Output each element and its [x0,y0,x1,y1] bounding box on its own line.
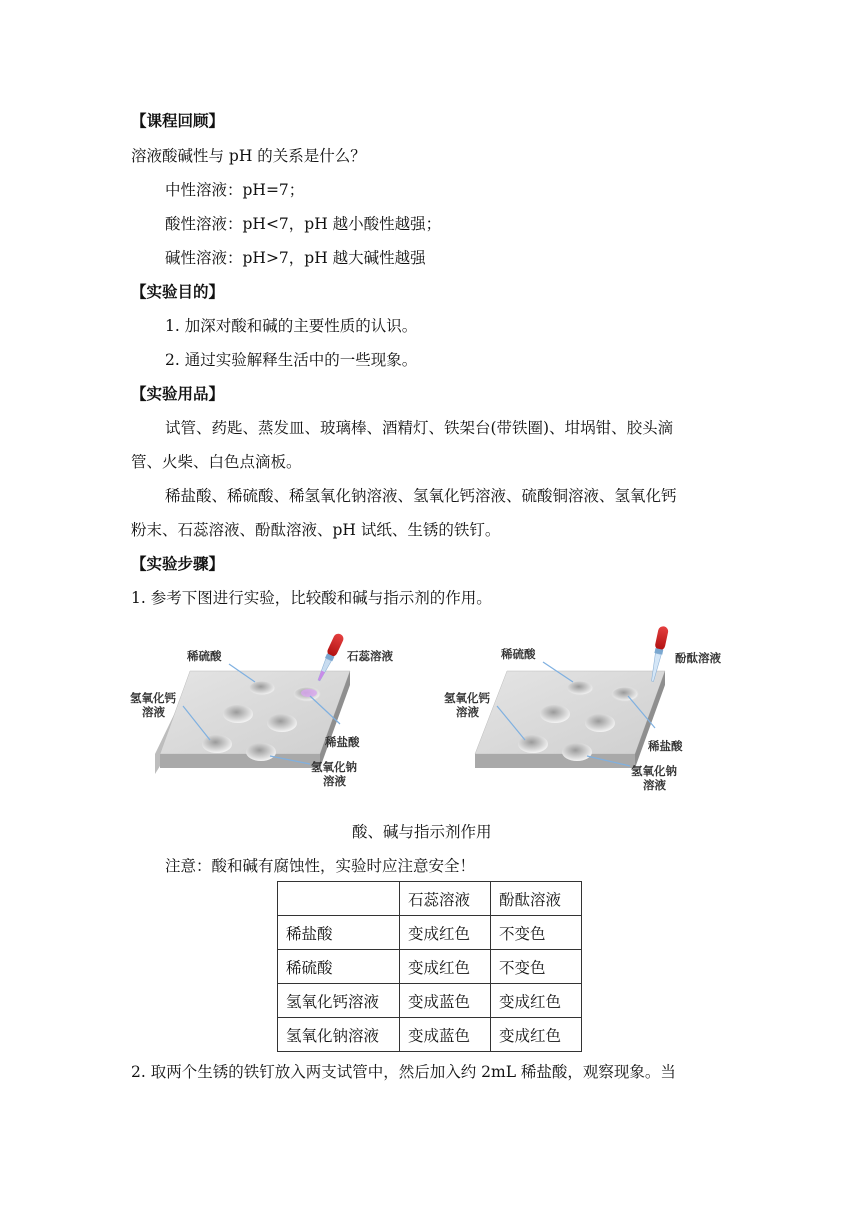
purpose-item-1: 1. 加深对酸和碱的主要性质的认识。 [165,317,418,335]
left-label-indicator: 石蕊溶液 [347,649,393,663]
table-cell: 氢氧化钠溶液 [278,1018,400,1052]
table-cell: 变成红色 [491,1018,582,1052]
purpose-item-2: 2. 通过实验解释生活中的一些现象。 [165,351,418,369]
review-question: 溶液酸碱性与 pH 的关系是什么？ [131,147,366,165]
left-label-base1-line1: 氢氧化钙 [130,691,176,705]
indicator-result-table [277,881,582,1052]
table-header-cell [278,882,400,916]
table-cell: 稀硫酸 [278,950,400,984]
table-header-cell: 酚酞溶液 [491,882,582,916]
materials-heading: 【实验用品】 [131,385,225,403]
table-cell: 变成红色 [400,916,491,950]
left-label-base2-line2: 溶液 [323,774,346,788]
materials-line-2: 管、火柴、白色点滴板。 [131,453,302,471]
materials-line-4: 粉末、石蕊溶液、酚酞溶液、pH 试纸、生锈的铁钉。 [131,521,501,539]
right-label-base1-line1: 氢氧化钙 [444,691,490,705]
table-cell: 不变色 [491,950,582,984]
table-cell: 变成红色 [400,950,491,984]
table-cell: 变成蓝色 [400,1018,491,1052]
left-spot-plate [130,632,393,788]
right-label-base2-line1: 氢氧化钠 [631,764,677,778]
left-label-acid1: 稀硫酸 [187,649,222,663]
table-cell: 变成红色 [491,984,582,1018]
steps-heading: 【实验步骤】 [131,555,225,573]
right-label-base1-line2: 溶液 [456,705,479,719]
table-row [278,950,582,984]
table-cell: 不变色 [491,916,582,950]
table-cell: 稀盐酸 [278,916,400,950]
table-header-row [278,882,582,916]
left-label-base2-line1: 氢氧化钠 [311,760,357,774]
right-label-indicator: 酚酞溶液 [675,651,721,665]
table-cell: 变成蓝色 [400,984,491,1018]
table-header-cell: 石蕊溶液 [400,882,491,916]
right-label-base2-line2: 溶液 [643,778,666,792]
table-row [278,984,582,1018]
right-spot-plate [444,625,721,792]
materials-line-1: 试管、药匙、蒸发皿、玻璃棒、酒精灯、铁架台(带铁圈)、坩埚钳、胶头滴 [165,419,674,437]
safety-note: 注意：酸和碱有腐蚀性，实验时应注意安全！ [165,857,476,875]
indicator-figure [125,616,735,806]
review-item-neutral: 中性溶液：pH=7； [165,181,305,199]
left-label-acid2: 稀盐酸 [325,735,360,749]
purpose-heading: 【实验目的】 [131,283,225,301]
right-label-acid1: 稀硫酸 [501,647,536,661]
review-item-basic: 碱性溶液：pH>7，pH 越大碱性越强 [165,249,426,267]
review-item-acidic: 酸性溶液：pH<7，pH 越小酸性越强； [165,215,442,233]
table-cell: 氢氧化钙溶液 [278,984,400,1018]
table-row [278,1018,582,1052]
step-2-text: 2. 取两个生锈的铁钉放入两支试管中，然后加入约 2mL 稀盐酸，观察现象。当 [131,1063,676,1081]
left-label-base1-line2: 溶液 [142,705,165,719]
materials-line-3: 稀盐酸、稀硫酸、稀氢氧化钠溶液、氢氧化钙溶液、硫酸铜溶液、氢氧化钙 [165,487,677,505]
table-row [278,916,582,950]
step-1-text: 1. 参考下图进行实验，比较酸和碱与指示剂的作用。 [131,589,492,607]
right-label-acid2: 稀盐酸 [648,739,683,753]
figure-caption: 酸、碱与指示剂作用 [352,823,492,841]
review-heading: 【课程回顾】 [131,112,225,130]
